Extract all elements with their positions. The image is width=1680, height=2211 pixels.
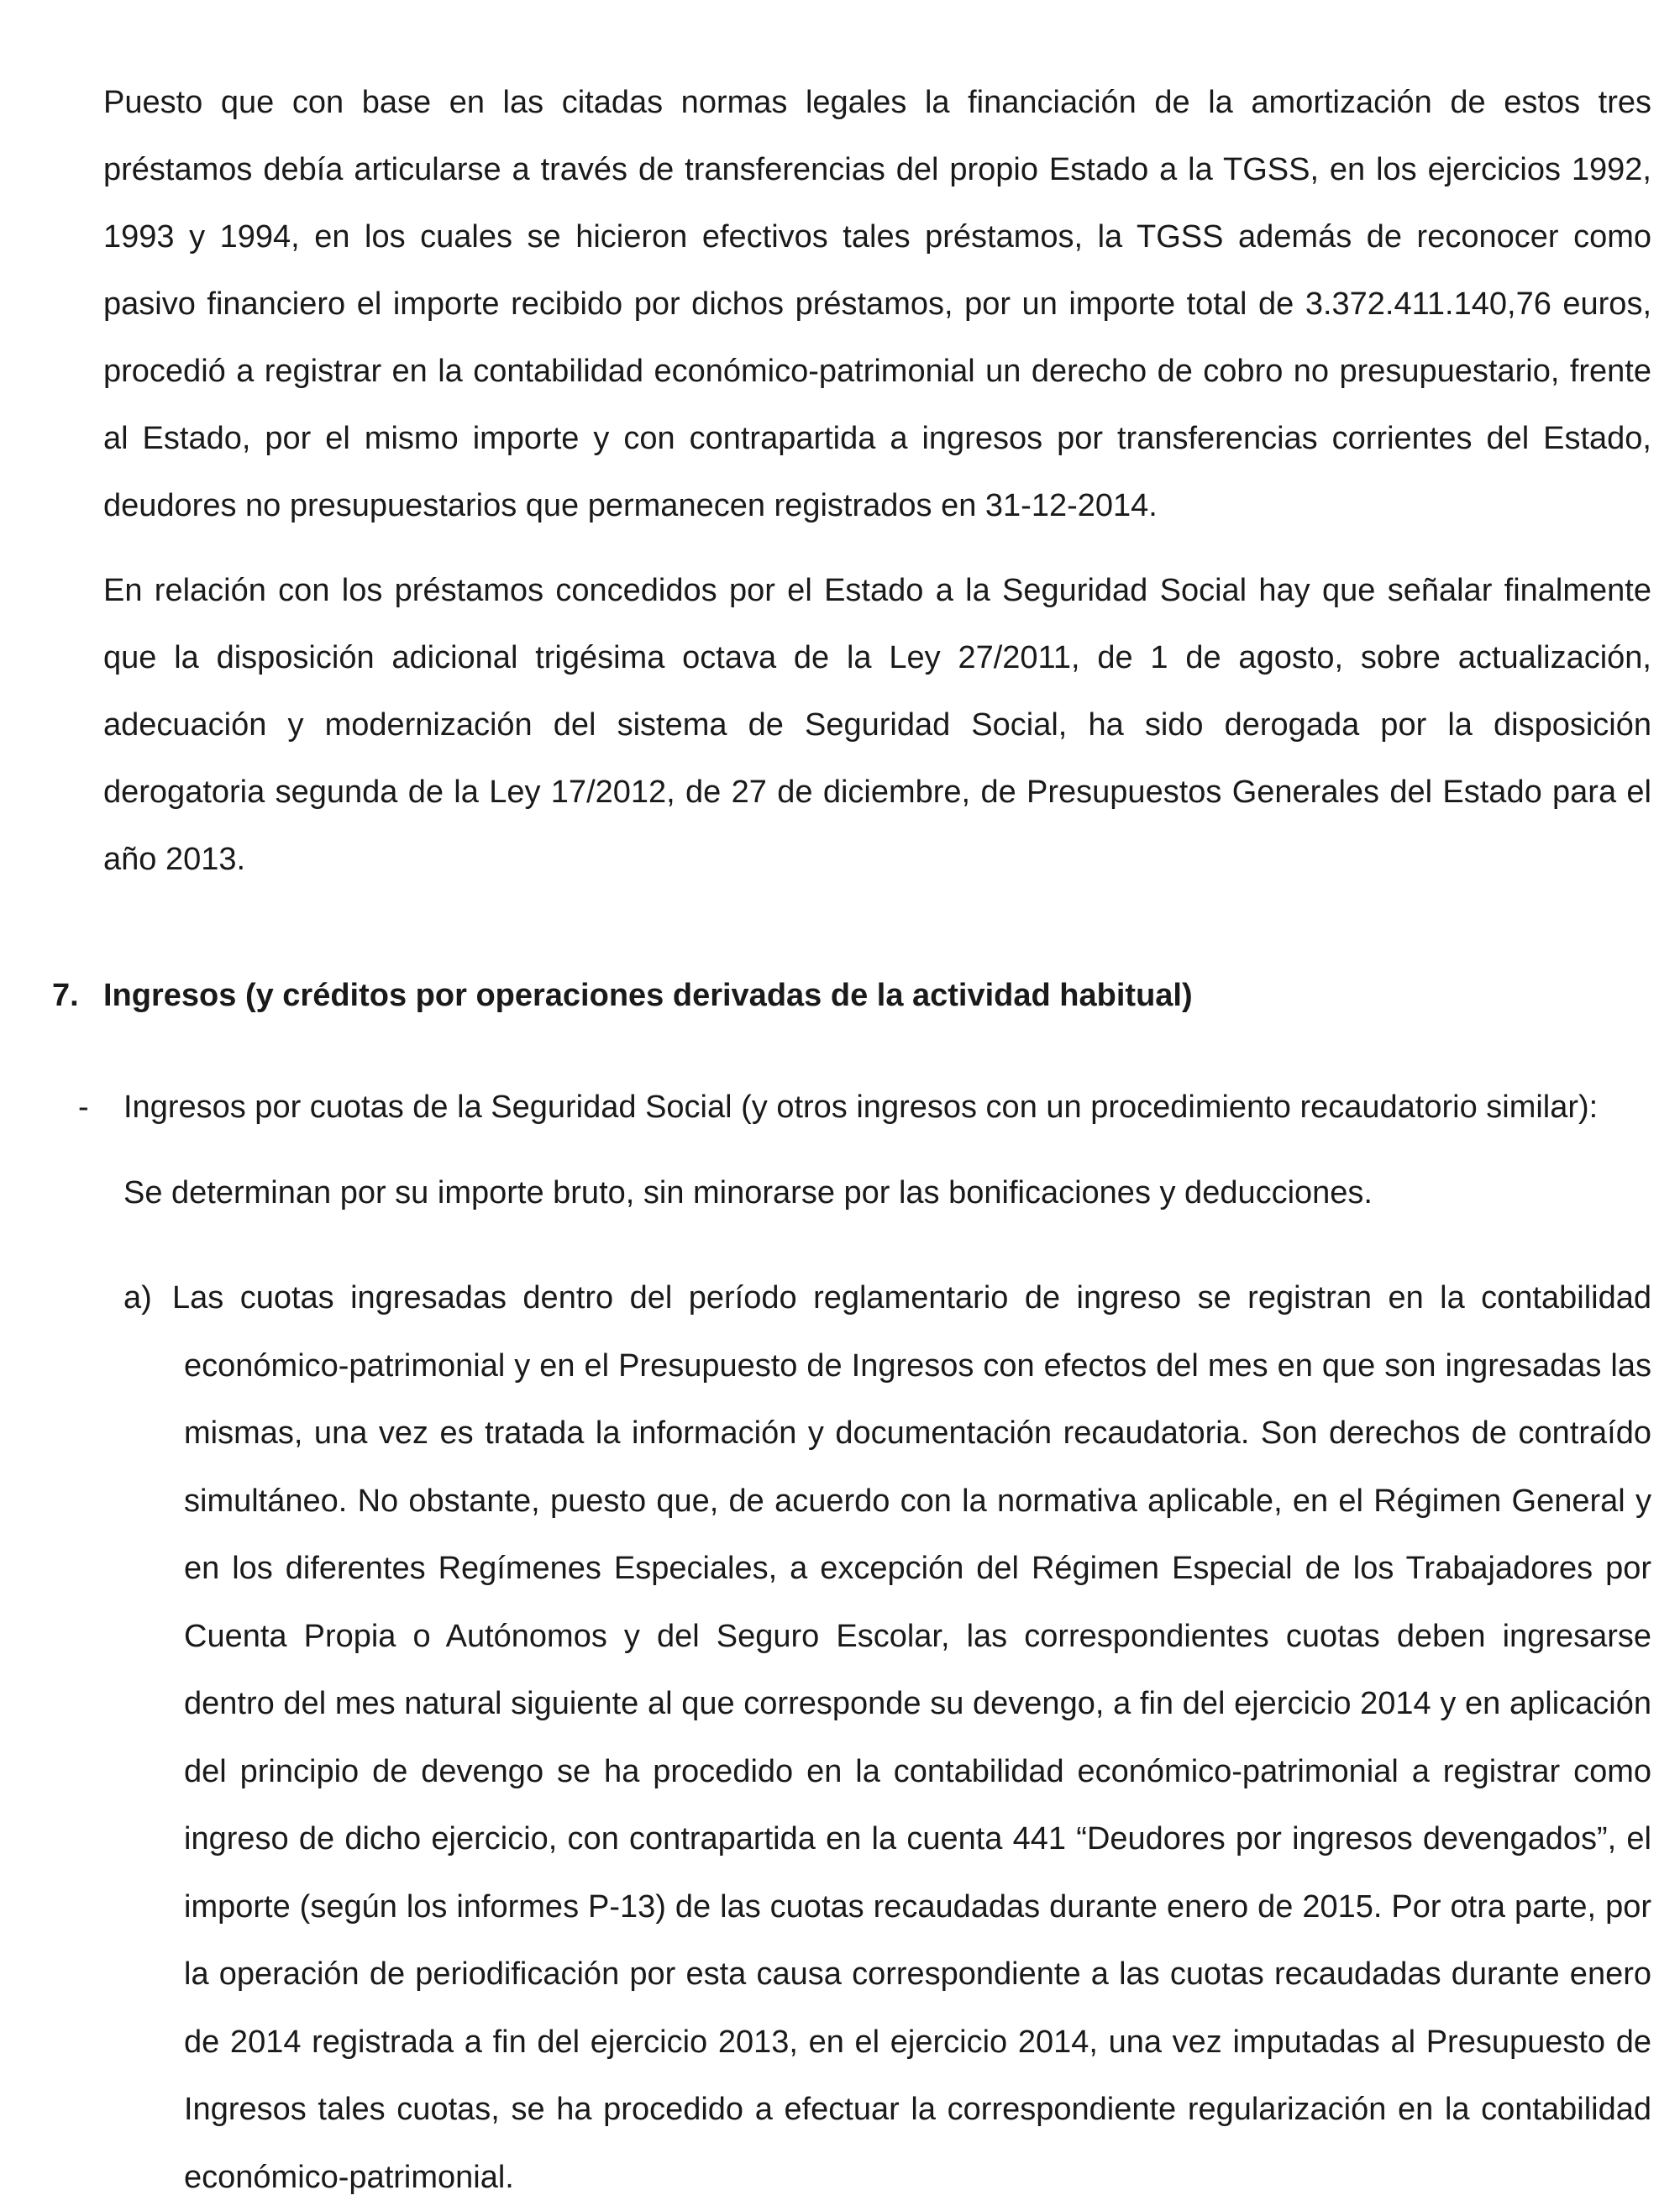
bullet-item bbox=[78, 1074, 1598, 1141]
section-heading bbox=[52, 962, 1193, 1029]
bullet-subtext: Se determinan por su importe bruto, sin minorarse por las bonificaciones y deducciones. bbox=[123, 1175, 1373, 1211]
list-item-a-text: Las cuotas ingresadas dentro del período reglamentario de ingreso se registran en la contabilidad económico-patrimonial y en el Presupuesto de Ingresos con efectos del mes en que son ingresadas las mismas, una vez es tratada la información y documentación recaudatoria. Son derechos de contraído simultáneo. No obstante, puesto que, de acuerdo con la normativa aplicable, en el Régimen General y en los diferentes Regímenes Especiales, a excepción del Régimen Especial de los Trabajadores por Cuenta Propia o Autónomos y del Seguro Escolar, las correspondientes cuotas deben ingresarse dentro del mes natural siguiente al que corresponde su devengo, a fin del ejercicio 2014 y en aplicación del principio de devengo se ha procedido en la contabilidad económico-patrimonial a registrar como ingreso de dicho ejercicio, con contrapartida en la cuenta 441 “Deudores por ingresos devengados”, el importe (según los informes P-13) de las cuotas recaudadas durante enero de 2015. Por otra parte, por la operación de periodificación por esta causa correspondiente a las cuotas recaudadas durante enero de 2014 registrada a fin del ejercicio 2013, en el ejercicio 2014, una vez imputadas al Presupuesto de Ingresos tales cuotas, se ha procedido a efectuar la correspondiente regularización en la contabilidad económico-patrimonial. bbox=[172, 1280, 1651, 2195]
list-item-a-marker: a) bbox=[123, 1280, 152, 1316]
bullet-text: Ingresos por cuotas de la Seguridad Social (y otros ingresos con un procedimiento recaudatorio similar): bbox=[123, 1090, 1599, 1125]
paragraph-loan-amortization: Puesto que con base en las citadas normas legales la financiación de la amortización de estos tres préstamos debía articularse a través de transferencias del propio Estado a la TGSS, en los ejercicios 1992, 1993 y 1994, en los cuales se hicieron efectivos tales préstamos, la TGSS además de reconocer como pasivo financiero el importe recibido por dichos préstamos, por un importe total de 3.372.411.140,76 euros, procedió a registrar en la contabilidad económico-patrimonial un derecho de cobro no presupuestario, frente al Estado, por el mismo importe y con contrapartida a ingresos por transferencias corrientes del Estado, deudores no presupuestarios que permanecen registrados en 31-12-2014. bbox=[103, 85, 1651, 523]
paragraph-loan-repeal: En relación con los préstamos concedidos por el Estado a la Seguridad Social hay que señalar finalmente que la disposición adicional trigésima octava de la Ley 27/2011, de 1 de agosto, sobre actualización, adecuación y modernización del sistema de Seguridad Social, ha sido derogada por la disposición derogatoria segunda de la Ley 17/2012, de 27 de diciembre, de Presupuestos Generales del Estado para el año 2013. bbox=[103, 573, 1651, 877]
list-item-a bbox=[123, 1264, 1651, 2211]
section-title: Ingresos (y créditos por operaciones derivadas de la actividad habitual) bbox=[103, 978, 1193, 1013]
section-number: 7. bbox=[52, 978, 79, 1013]
bullet-marker: - bbox=[78, 1090, 89, 1125]
